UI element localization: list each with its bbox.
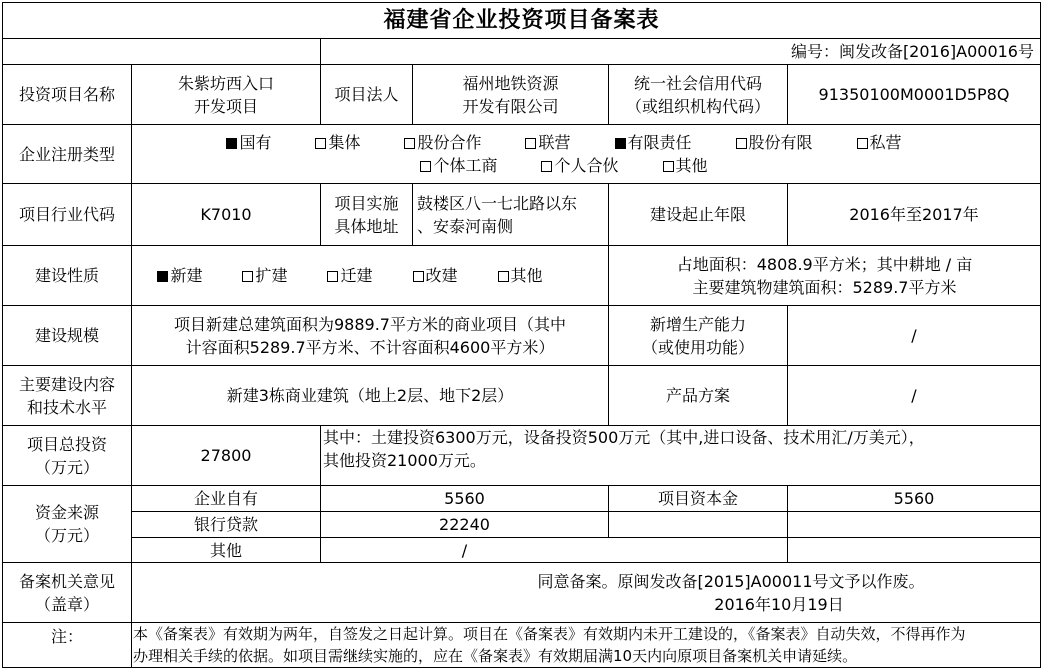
site-label (321, 184, 412, 245)
checkbox-option[interactable] (541, 154, 618, 177)
note-value (132, 623, 1040, 667)
funding-source-label (3, 486, 131, 562)
unchecked-box-icon[interactable] (498, 271, 509, 282)
scale-line: 项目新建总建筑面积为9889.7平方米的商业项目（其中 (174, 314, 566, 334)
checkbox-option-label: 股份合作 (417, 133, 482, 152)
checkbox-option[interactable] (736, 131, 813, 154)
funding-other-value: / (461, 540, 468, 560)
checkbox-option[interactable] (315, 131, 360, 154)
checkbox-option[interactable] (420, 154, 497, 177)
registration-type-label: 企业注册类型 (18, 144, 115, 164)
project-name-line: 开发项目 (193, 96, 258, 116)
construction-nature-options (132, 246, 608, 305)
funding-bank-label: 银行贷款 (193, 515, 258, 534)
main-content-value: 新建3栋商业建筑（地上2层、地下2层） (226, 386, 514, 405)
note-line: 本《备案表》有效期为两年，自签发之日起计算。项目在《备案表》有效期内未开工建设的，《备案表》自动失效，不得再作为 (133, 625, 966, 643)
opinion-text: 同意备案。原闽发改备[2015]A00011号文予以作废。 (537, 571, 925, 591)
legal-person-value (413, 65, 608, 124)
opinion-value (132, 563, 1040, 622)
total-investment-label (3, 426, 131, 485)
checkbox-option-label: 国有 (239, 133, 272, 152)
total-investment-value: 27800 (200, 446, 252, 465)
credit-code-value: 91350100M0001D5P8Q (818, 85, 1010, 104)
unchecked-box-icon[interactable] (327, 271, 338, 282)
funding-other-label: 其他 (209, 540, 242, 560)
site-label-line: 项目实施 (334, 193, 399, 213)
unchecked-box-icon[interactable] (242, 271, 253, 282)
registration-options-row (132, 154, 1040, 177)
checkbox-option[interactable] (663, 154, 708, 177)
construction-scale-label: 建设规模 (34, 326, 99, 345)
total-investment-label-line: 项目总投资 (26, 434, 107, 454)
period-value: 2016年至2017年 (849, 205, 979, 224)
unchecked-box-icon[interactable] (736, 138, 747, 149)
project-name-line: 朱紫坊西入口 (177, 73, 274, 93)
unchecked-box-icon[interactable] (857, 138, 868, 149)
checkbox-option-label: 其他 (675, 156, 708, 175)
checkbox-option-label: 联营 (538, 133, 571, 152)
unchecked-box-icon[interactable] (541, 161, 552, 172)
site-label-line: 具体地址 (334, 216, 399, 236)
investment-detail-line: 其中：土建投资6300万元，设备投资500万元（其中,进口设备、技术用汇/万美元）， (323, 428, 925, 447)
opinion-label (3, 563, 131, 622)
nature-options-row (132, 264, 608, 287)
main-content-label (3, 366, 131, 425)
checkbox-option[interactable] (226, 131, 271, 154)
site-value-line: 、安泰河南侧 (417, 216, 514, 236)
note-label: 注： (50, 627, 83, 646)
unchecked-box-icon[interactable] (525, 138, 536, 149)
note-line: 办理相关手续的依据。如项目需继续实施的，应在《备案表》有效期届满10天内向原项目备案机关申请延续。 (133, 647, 858, 665)
opinion-label-line: 备案机关意见 (18, 571, 115, 591)
funding-source-label-line: 资金来源 (34, 503, 99, 522)
registration-type-options (132, 125, 1040, 183)
capital-label: 项目资本金 (657, 489, 738, 508)
checked-box-icon[interactable] (157, 271, 168, 282)
checkbox-option[interactable] (498, 264, 543, 287)
unchecked-box-icon[interactable] (663, 161, 674, 172)
checkbox-option-label: 个体工商 (433, 156, 498, 175)
checkbox-option[interactable] (615, 131, 692, 154)
project-name-label: 投资项目名称 (18, 85, 115, 104)
site-value-line: 鼓楼区八一七北路以东 (417, 193, 578, 213)
checkbox-option-label: 迁建 (340, 266, 373, 285)
form-title: 福建省企业投资项目备案表 (383, 7, 660, 33)
opinion-label-line: （盖章） (34, 594, 99, 614)
checkbox-option-label: 新建 (170, 266, 203, 285)
opinion-date: 2016年10月19日 (714, 594, 844, 614)
construction-nature-label: 建设性质 (34, 266, 99, 285)
unchecked-box-icon[interactable] (413, 271, 424, 282)
legal-person-line: 福州地铁资源 (462, 73, 559, 93)
checkbox-option[interactable] (404, 131, 481, 154)
unchecked-box-icon[interactable] (420, 161, 431, 172)
product-plan-value: / (911, 386, 917, 405)
land-area (609, 246, 1040, 305)
document-number: 编号：闽发改备[2016]A00016号 (790, 42, 1034, 61)
checkbox-option-label: 个人合伙 (554, 156, 619, 175)
construction-scale-value (132, 306, 608, 365)
checkbox-option-label: 扩建 (255, 266, 288, 285)
checkbox-option[interactable] (413, 264, 458, 287)
registration-options-row (132, 131, 1040, 154)
checkbox-option[interactable] (525, 131, 570, 154)
checkbox-option[interactable] (242, 264, 287, 287)
checkbox-option[interactable] (327, 264, 372, 287)
period-label: 建设起止年限 (649, 205, 746, 224)
total-investment-label-line: （万元） (34, 457, 99, 477)
capacity-label-line: 新增生产能力 (649, 314, 746, 334)
credit-code-label-line: （或组织机构代码） (625, 96, 770, 116)
land-area-line: 占地面积：4808.9平方米；其中耕地 / 亩 (676, 254, 973, 274)
main-content-label-line: 和技术水平 (26, 397, 107, 417)
checkbox-option[interactable] (857, 131, 902, 154)
project-name-value (132, 65, 320, 124)
product-plan-label: 产品方案 (665, 386, 730, 405)
legal-person-label: 项目法人 (334, 85, 399, 104)
funding-source-label-line: （万元） (34, 526, 99, 545)
investment-detail (321, 426, 1040, 485)
legal-person-line: 开发有限公司 (462, 96, 559, 116)
credit-code-label-line: 统一社会信用代码 (633, 73, 762, 93)
scale-line: 计容面积5289.7平方米、不计容面积4600平方米） (185, 337, 555, 357)
unchecked-box-icon[interactable] (315, 138, 326, 149)
checkbox-option-label: 其他 (510, 266, 543, 285)
checkbox-option-label: 股份有限 (748, 133, 813, 152)
investment-detail-line: 其他投资21000万元。 (323, 451, 486, 470)
funding-self-label: 企业自有 (193, 489, 258, 508)
funding-bank-value: 22240 (439, 515, 490, 534)
checked-box-icon[interactable] (615, 138, 626, 149)
checkbox-option-label: 改建 (425, 266, 458, 285)
capacity-label-line: （或使用功能） (641, 337, 754, 357)
capacity-label (609, 306, 787, 365)
checked-box-icon[interactable] (226, 138, 237, 149)
industry-code-value: K7010 (200, 205, 252, 224)
checkbox-option-label: 集体 (328, 133, 361, 152)
unchecked-box-icon[interactable] (404, 138, 415, 149)
credit-code-label (609, 65, 787, 124)
capital-value: 5560 (893, 489, 935, 508)
funding-self-value: 5560 (444, 489, 485, 508)
checkbox-option[interactable] (157, 264, 202, 287)
checkbox-option-label: 私营 (869, 133, 902, 152)
land-area-line: 主要建筑物建筑面积：5289.7平方米 (692, 277, 957, 297)
site-value (413, 184, 608, 245)
checkbox-option-label: 有限责任 (627, 133, 692, 152)
main-content-label-line: 主要建设内容 (18, 374, 115, 394)
capacity-value: / (911, 326, 917, 345)
industry-code-label: 项目行业代码 (18, 205, 115, 224)
